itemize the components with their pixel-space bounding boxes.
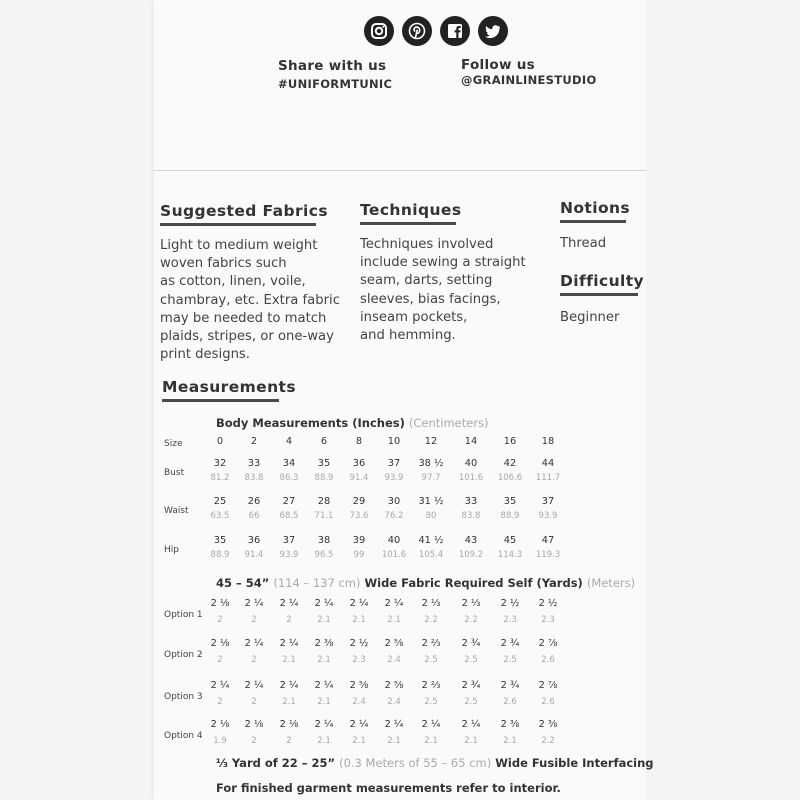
body-measurements-header — [216, 416, 489, 430]
cm-cell: 91.4 — [244, 550, 264, 560]
meters-cell: 2 — [217, 615, 223, 625]
size-cell: 6 — [320, 436, 328, 447]
inch-cell: 27 — [282, 496, 296, 507]
cm-cell: 83.8 — [461, 511, 481, 521]
yards-cell: 2 ¼ — [279, 598, 299, 609]
inch-cell: 41 ½ — [418, 535, 444, 546]
fabric-header-width: 45 – 54” — [216, 576, 270, 590]
meters-cell: 2.3 — [352, 655, 366, 665]
yards-cell: 2 ⅓ — [421, 598, 441, 609]
yards-cell: 2 ¾ — [500, 680, 520, 691]
meters-cell: 2.1 — [317, 655, 331, 665]
yards-cell: 2 ½ — [500, 598, 520, 609]
inch-cell: 25 — [213, 496, 227, 507]
inch-cell: 31 ½ — [418, 496, 444, 507]
size-cell: 4 — [285, 436, 293, 447]
row-label-option-2: Option 2 — [164, 650, 203, 660]
interfacing-meters: (0.3 Meters of 55 – 65 cm) — [339, 756, 492, 770]
cm-cell: 76.2 — [384, 511, 404, 521]
difficulty-text: Beginner — [560, 310, 620, 325]
yards-cell: 2 ¼ — [279, 680, 299, 691]
row-label-bust: Bust — [164, 468, 185, 478]
meters-cell: 2 — [251, 655, 257, 665]
yards-cell: 2 ⅝ — [384, 680, 404, 691]
cm-cell: 96.5 — [314, 550, 334, 560]
meters-cell: 2.5 — [424, 697, 438, 707]
yards-cell: 2 ¼ — [279, 638, 299, 649]
yards-cell: 2 ¼ — [244, 598, 264, 609]
cm-cell: 83.8 — [244, 473, 264, 483]
yards-cell: 2 ½ — [349, 638, 369, 649]
yards-cell: 2 ¼ — [421, 719, 441, 730]
fabric-header-cm: (114 – 137 cm) — [273, 576, 361, 590]
meters-cell: 2.1 — [464, 736, 478, 746]
meters-cell: 2.1 — [424, 736, 438, 746]
inch-cell: 33 — [464, 496, 478, 507]
yards-cell: 2 ⅔ — [421, 638, 441, 649]
yards-cell: 2 ⅛ — [210, 719, 230, 730]
row-label-waist: Waist — [164, 506, 189, 516]
inch-cell: 38 — [317, 535, 331, 546]
cm-cell: 63.5 — [210, 511, 230, 521]
meters-cell: 2.2 — [424, 615, 438, 625]
cm-cell: 88.9 — [210, 550, 230, 560]
cm-cell: 111.7 — [535, 473, 561, 483]
cm-cell: 93.9 — [538, 511, 558, 521]
inch-cell: 35 — [213, 535, 227, 546]
yards-cell: 2 ¼ — [314, 719, 334, 730]
yards-cell: 2 ½ — [538, 598, 558, 609]
inch-cell: 30 — [387, 496, 401, 507]
cm-cell: 81.2 — [210, 473, 230, 483]
follow-title: Follow us — [461, 57, 535, 73]
yards-cell: 2 ¼ — [349, 598, 369, 609]
row-label-option-3: Option 3 — [164, 692, 203, 702]
cm-cell: 86.3 — [279, 473, 299, 483]
size-cell: 2 — [250, 436, 258, 447]
interfacing-type: Wide Fusible Interfacing — [495, 756, 654, 770]
fabric-header-meters: (Meters) — [586, 576, 636, 590]
meters-cell: 2.1 — [317, 615, 331, 625]
meters-cell: 2.5 — [464, 697, 478, 707]
size-cell: 12 — [424, 436, 438, 447]
inch-cell: 28 — [317, 496, 331, 507]
body-header-inches: Body Measurements (Inches) — [216, 416, 405, 430]
inch-cell: 35 — [503, 496, 517, 507]
cm-cell: 119.3 — [535, 550, 561, 560]
yards-cell: 2 ¼ — [210, 680, 230, 691]
meters-cell: 2.3 — [541, 615, 555, 625]
meters-cell: 2.1 — [352, 615, 366, 625]
inch-cell: 39 — [352, 535, 366, 546]
cm-cell: 109.2 — [458, 550, 484, 560]
meters-cell: 2.2 — [464, 615, 478, 625]
meters-cell: 2.4 — [387, 655, 401, 665]
yards-cell: 2 ¼ — [244, 638, 264, 649]
yards-cell: 2 ⅓ — [461, 598, 481, 609]
interfacing-yards: ⅓ Yard of 22 – 25” — [216, 756, 336, 770]
yards-cell: 2 ⅜ — [538, 719, 558, 730]
meters-cell: 2.1 — [317, 736, 331, 746]
meters-cell: 1.9 — [213, 736, 227, 746]
yards-cell: 2 ¼ — [461, 719, 481, 730]
row-label-hip: Hip — [164, 545, 179, 555]
inch-cell: 36 — [247, 535, 261, 546]
meters-cell: 2 — [251, 697, 257, 707]
inch-cell: 37 — [282, 535, 296, 546]
inch-cell: 47 — [541, 535, 555, 546]
size-cell: 8 — [355, 436, 363, 447]
fabric-required-header — [216, 576, 635, 590]
yards-cell: 2 ¼ — [314, 598, 334, 609]
cm-cell: 101.6 — [381, 550, 407, 560]
cm-cell: 106.6 — [497, 473, 523, 483]
footer-note: For finished garment measurements refer to interior. — [216, 781, 561, 795]
yards-cell: 2 ⅜ — [500, 719, 520, 730]
cm-cell: 71.1 — [314, 511, 334, 521]
size-label: Size — [164, 439, 183, 449]
cm-cell: 97.7 — [421, 473, 441, 483]
cm-cell: 68.5 — [279, 511, 299, 521]
inch-cell: 38 ½ — [418, 458, 444, 469]
meters-cell: 2.5 — [464, 655, 478, 665]
inch-cell: 33 — [247, 458, 261, 469]
yards-cell: 2 ⅛ — [210, 598, 230, 609]
inch-cell: 42 — [503, 458, 517, 469]
size-cell: 16 — [503, 436, 517, 447]
size-cell: 0 — [216, 436, 224, 447]
section-divider — [154, 170, 646, 171]
inch-cell: 35 — [317, 458, 331, 469]
yards-cell: 2 ¾ — [461, 680, 481, 691]
cm-cell: 73.6 — [349, 511, 369, 521]
cm-cell: 105.4 — [418, 550, 444, 560]
meters-cell: 2 — [251, 736, 257, 746]
meters-cell: 2.1 — [282, 697, 296, 707]
meters-cell: 2.5 — [424, 655, 438, 665]
meters-cell: 2 — [286, 736, 292, 746]
social-icons — [364, 16, 508, 46]
inch-cell: 45 — [503, 535, 517, 546]
yards-cell: 2 ⅛ — [210, 638, 230, 649]
yards-cell: 2 ⅛ — [244, 719, 264, 730]
meters-cell: 2 — [251, 615, 257, 625]
yards-cell: 2 ¼ — [384, 598, 404, 609]
yards-cell: 2 ¾ — [461, 638, 481, 649]
inch-cell: 40 — [464, 458, 478, 469]
notions-text: Thread — [560, 236, 607, 251]
meters-cell: 2.1 — [503, 736, 517, 746]
techniques-heading: Techniques — [360, 201, 456, 225]
yards-cell: 2 ⅝ — [349, 680, 369, 691]
meters-cell: 2.1 — [387, 615, 401, 625]
instagram-icon[interactable] — [364, 16, 394, 46]
meters-cell: 2.2 — [541, 736, 555, 746]
suggested-fabrics-text: Light to medium weight woven fabrics such as cotton, linen, voile, chambray, etc. Extra fabric may be needed to match plaids, stripes, or one-way print designs. — [160, 238, 340, 363]
yards-cell: 2 ⅝ — [384, 638, 404, 649]
meters-cell: 2.6 — [541, 697, 555, 707]
cm-cell: 91.4 — [349, 473, 369, 483]
size-cell: 10 — [387, 436, 401, 447]
cm-cell: 93.9 — [384, 473, 404, 483]
facebook-icon[interactable] — [440, 16, 470, 46]
fabric-header-yards: Wide Fabric Required Self (Yards) — [364, 576, 583, 590]
meters-cell: 2.6 — [503, 697, 517, 707]
meters-cell: 2 — [286, 615, 292, 625]
meters-cell: 2.5 — [503, 655, 517, 665]
inch-cell: 37 — [387, 458, 401, 469]
twitter-icon[interactable] — [478, 16, 508, 46]
share-title: Share with us — [278, 58, 387, 74]
meters-cell: 2.6 — [541, 655, 555, 665]
yards-cell: 2 ⅛ — [279, 719, 299, 730]
cm-cell: 99 — [353, 550, 365, 560]
meters-cell: 2.1 — [387, 736, 401, 746]
follow-handle[interactable]: @GRAINLINESTUDIO — [461, 73, 597, 87]
inch-cell: 29 — [352, 496, 366, 507]
meters-cell: 2.1 — [317, 697, 331, 707]
suggested-fabrics-heading: Suggested Fabrics — [160, 202, 316, 226]
techniques-text: Techniques involved include sewing a straight seam, darts, setting sleeves, bias facings, inseam pockets, and hemming. — [360, 237, 526, 344]
yards-cell: 2 ¼ — [349, 719, 369, 730]
body-header-cm: (Centimeters) — [408, 416, 489, 430]
meters-cell: 2.3 — [503, 615, 517, 625]
yards-cell: 2 ¼ — [314, 680, 334, 691]
cm-cell: 114.3 — [497, 550, 523, 560]
notions-heading: Notions — [560, 199, 626, 223]
meters-cell: 2.4 — [387, 697, 401, 707]
cm-cell: 101.6 — [458, 473, 484, 483]
cm-cell: 88.9 — [314, 473, 334, 483]
yards-cell: 2 ⅔ — [421, 680, 441, 691]
inch-cell: 44 — [541, 458, 555, 469]
row-label-option-4: Option 4 — [164, 731, 203, 741]
measurements-heading: Measurements — [162, 378, 279, 402]
meters-cell: 2 — [217, 697, 223, 707]
meters-cell: 2.4 — [352, 697, 366, 707]
row-label-option-1: Option 1 — [164, 610, 203, 620]
interfacing-line — [216, 756, 654, 770]
yards-cell: 2 ⅞ — [538, 680, 558, 691]
inch-cell: 26 — [247, 496, 261, 507]
cm-cell: 93.9 — [279, 550, 299, 560]
meters-cell: 2 — [217, 655, 223, 665]
inch-cell: 37 — [541, 496, 555, 507]
share-hashtag[interactable]: #UNIFORMTUNIC — [278, 77, 393, 91]
inch-cell: 34 — [282, 458, 296, 469]
yards-cell: 2 ¼ — [244, 680, 264, 691]
meters-cell: 2.1 — [352, 736, 366, 746]
size-cell: 18 — [541, 436, 555, 447]
inch-cell: 40 — [387, 535, 401, 546]
meters-cell: 2.1 — [282, 655, 296, 665]
yards-cell: 2 ⅞ — [538, 638, 558, 649]
inch-cell: 43 — [464, 535, 478, 546]
size-cell: 14 — [464, 436, 478, 447]
cm-cell: 80 — [425, 511, 437, 521]
yards-cell: 2 ⅜ — [314, 638, 334, 649]
yards-cell: 2 ¾ — [500, 638, 520, 649]
inch-cell: 36 — [352, 458, 366, 469]
difficulty-heading: Difficulty — [560, 272, 638, 296]
cm-cell: 88.9 — [500, 511, 520, 521]
yards-cell: 2 ¼ — [384, 719, 404, 730]
pinterest-icon[interactable] — [402, 16, 432, 46]
inch-cell: 32 — [213, 458, 227, 469]
cm-cell: 66 — [248, 511, 260, 521]
